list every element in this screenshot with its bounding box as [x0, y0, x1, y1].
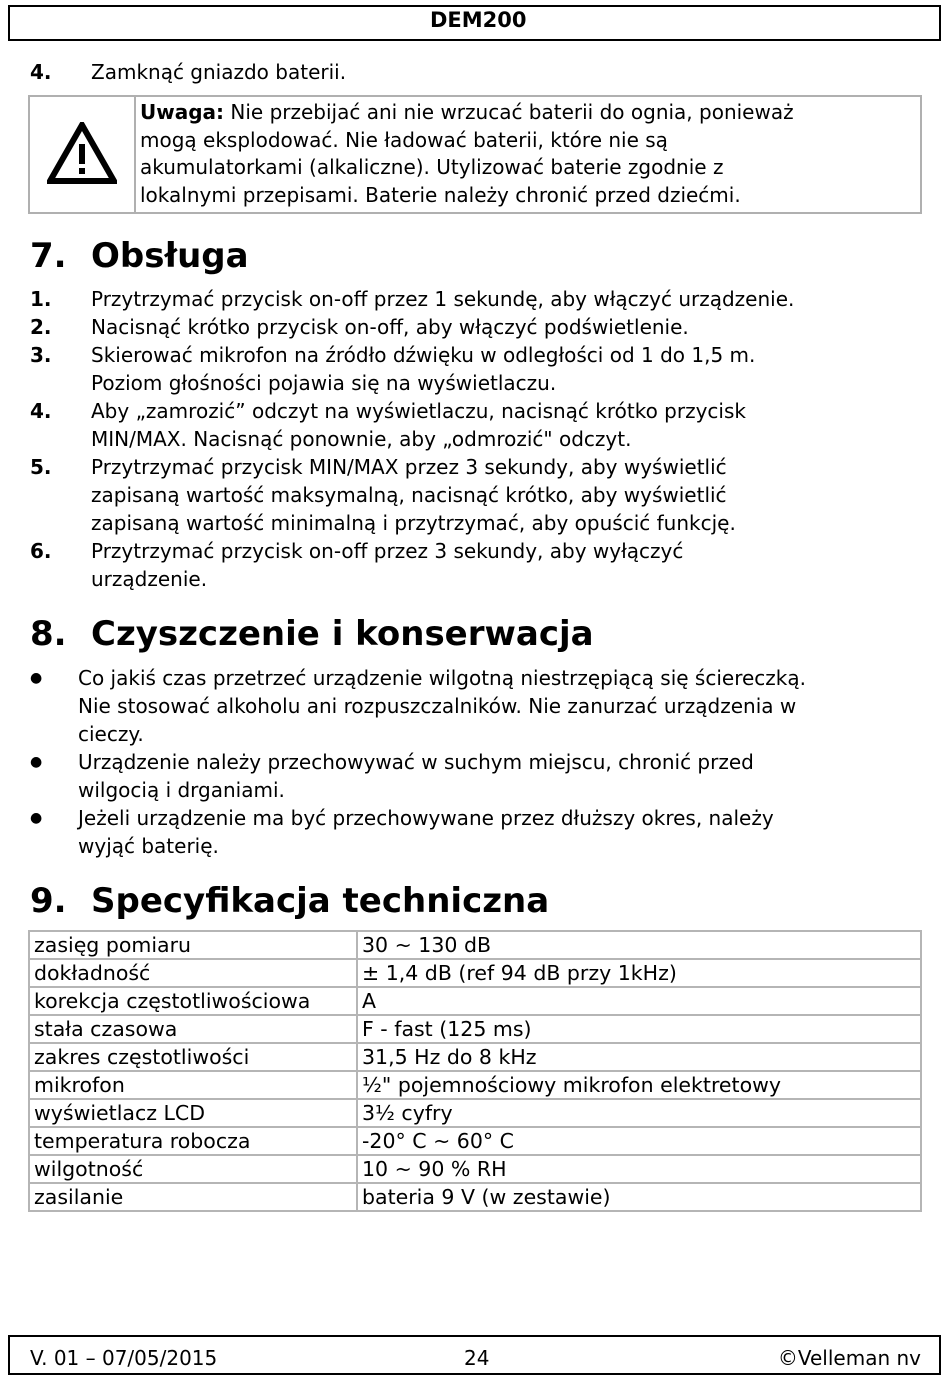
list-number: 6. [30, 539, 52, 563]
spec-label: dokładność [29, 959, 357, 987]
warning-triangle-icon [47, 122, 117, 184]
table-row [29, 1099, 921, 1127]
warning-line: mogą eksplodować. Nie ładować baterii, które nie są [140, 127, 668, 152]
list-item-text: MIN/MAX. Nacisnąć ponownie, aby „odmrozić" odczyt. [91, 427, 632, 451]
bullet-text: Nie stosować alkoholu ani rozpuszczalników. Nie zanurzać urządzenia w [78, 694, 797, 718]
spec-value: -20° C ~ 60° C [357, 1127, 921, 1155]
bullet-text: wilgocią i drganiami. [78, 778, 285, 802]
bullet-text: Urządzenie należy przechowywać w suchym miejscu, chronić przed [78, 750, 754, 774]
section-title: Czyszczenie i konserwacja [91, 614, 594, 654]
warning-divider [134, 97, 136, 212]
bullet-icon: ● [30, 810, 43, 826]
table-row [29, 1183, 921, 1211]
list-number: 4. [30, 399, 52, 423]
list-number: 1. [30, 287, 52, 311]
footer-copyright: ©Velleman nv [777, 1346, 921, 1370]
warning-line: Nie przebijać ani nie wrzucać baterii do ognia, ponieważ [224, 100, 794, 124]
warning-box [28, 95, 922, 214]
list-number: 2. [30, 315, 52, 339]
table-row [29, 1071, 921, 1099]
warning-line: akumulatorkami (alkaliczne). Utylizować baterie zgodnie z [140, 155, 724, 179]
spec-value: A [357, 987, 921, 1015]
spec-value: bateria 9 V (w zestawie) [357, 1183, 921, 1211]
list-item-text: zapisaną wartość minimalną i przytrzymać, aby opuścić funkcję. [91, 511, 736, 535]
list-item-text: Nacisnąć krótko przycisk on-off, aby włączyć podświetlenie. [91, 315, 689, 339]
spec-label: wilgotność [29, 1155, 357, 1183]
list-item-text: Aby „zamrozić” odczyt na wyświetlaczu, nacisnąć krótko przycisk [91, 399, 746, 423]
bullet-text: Co jakiś czas przetrzeć urządzenie wilgotną niestrzępiącą się ściereczką. [78, 666, 806, 690]
table-row [29, 987, 921, 1015]
list-item-text: Poziom głośności pojawia się na wyświetlaczu. [91, 371, 557, 395]
table-row [29, 1127, 921, 1155]
section-number: 7. [30, 236, 67, 276]
spec-label: zakres częstotliwości [29, 1043, 357, 1071]
bullet-text: cieczy. [78, 722, 144, 746]
spec-label: zasilanie [29, 1183, 357, 1211]
warning-label: Uwaga: [140, 100, 225, 124]
table-row [29, 1043, 921, 1071]
spec-value: F - fast (125 ms) [357, 1015, 921, 1043]
spec-label: korekcja częstotliwościowa [29, 987, 357, 1015]
spec-value: ½" pojemnościowy mikrofon elektretowy [357, 1071, 921, 1099]
footer-page-number: 24 [464, 1346, 490, 1370]
spec-value: 10 ~ 90 % RH [357, 1155, 921, 1183]
bullet-text: Jeżeli urządzenie ma być przechowywane przez dłuższy okres, należy [78, 806, 774, 830]
table-row [29, 1015, 921, 1043]
step-number: 4. [30, 60, 52, 84]
spec-value: 3½ cyfry [357, 1099, 921, 1127]
list-item-text: Przytrzymać przycisk on-off przez 3 sekundy, aby wyłączyć [91, 539, 684, 563]
warning-line: lokalnymi przepisami. Baterie należy chronić przed dziećmi. [140, 182, 741, 207]
list-item-text: Skierować mikrofon na źródło dźwięku w odległości od 1 do 1,5 m. [91, 343, 756, 367]
section-title: Specyfikacja techniczna [91, 881, 550, 921]
page-footer [8, 1335, 941, 1375]
list-item-text: zapisaną wartość maksymalną, nacisnąć krótko, aby wyświetlić [91, 483, 727, 507]
footer-version: V. 01 – 07/05/2015 [30, 1346, 218, 1370]
bullet-text: wyjąć baterię. [78, 834, 219, 858]
header-title: DEM200 [430, 8, 527, 32]
list-number: 5. [30, 455, 52, 479]
table-row [29, 959, 921, 987]
section-title: Obsługa [91, 236, 249, 276]
spec-label: mikrofon [29, 1071, 357, 1099]
section-number: 9. [30, 881, 67, 921]
table-row [29, 1155, 921, 1183]
bullet-icon: ● [30, 754, 43, 770]
spec-value: 31,5 Hz do 8 kHz [357, 1043, 921, 1071]
spec-label: zasięg pomiaru [29, 931, 357, 959]
spec-label: wyświetlacz LCD [29, 1099, 357, 1127]
spec-value: 30 ~ 130 dB [357, 931, 921, 959]
step-text: Zamknąć gniazdo baterii. [91, 60, 347, 84]
table-row [29, 931, 921, 959]
list-number: 3. [30, 343, 52, 367]
bullet-icon: ● [30, 670, 43, 686]
spec-label: stała czasowa [29, 1015, 357, 1043]
list-item-text: Przytrzymać przycisk MIN/MAX przez 3 sekundy, aby wyświetlić [91, 455, 727, 479]
warning-text [140, 99, 920, 209]
spec-value: ± 1,4 dB (ref 94 dB przy 1kHz) [357, 959, 921, 987]
list-item-text: urządzenie. [91, 567, 208, 591]
spec-label: temperatura robocza [29, 1127, 357, 1155]
section-number: 8. [30, 614, 67, 654]
spec-table [28, 930, 922, 1212]
list-item-text: Przytrzymać przycisk on-off przez 1 sekundę, aby włączyć urządzenie. [91, 287, 795, 311]
